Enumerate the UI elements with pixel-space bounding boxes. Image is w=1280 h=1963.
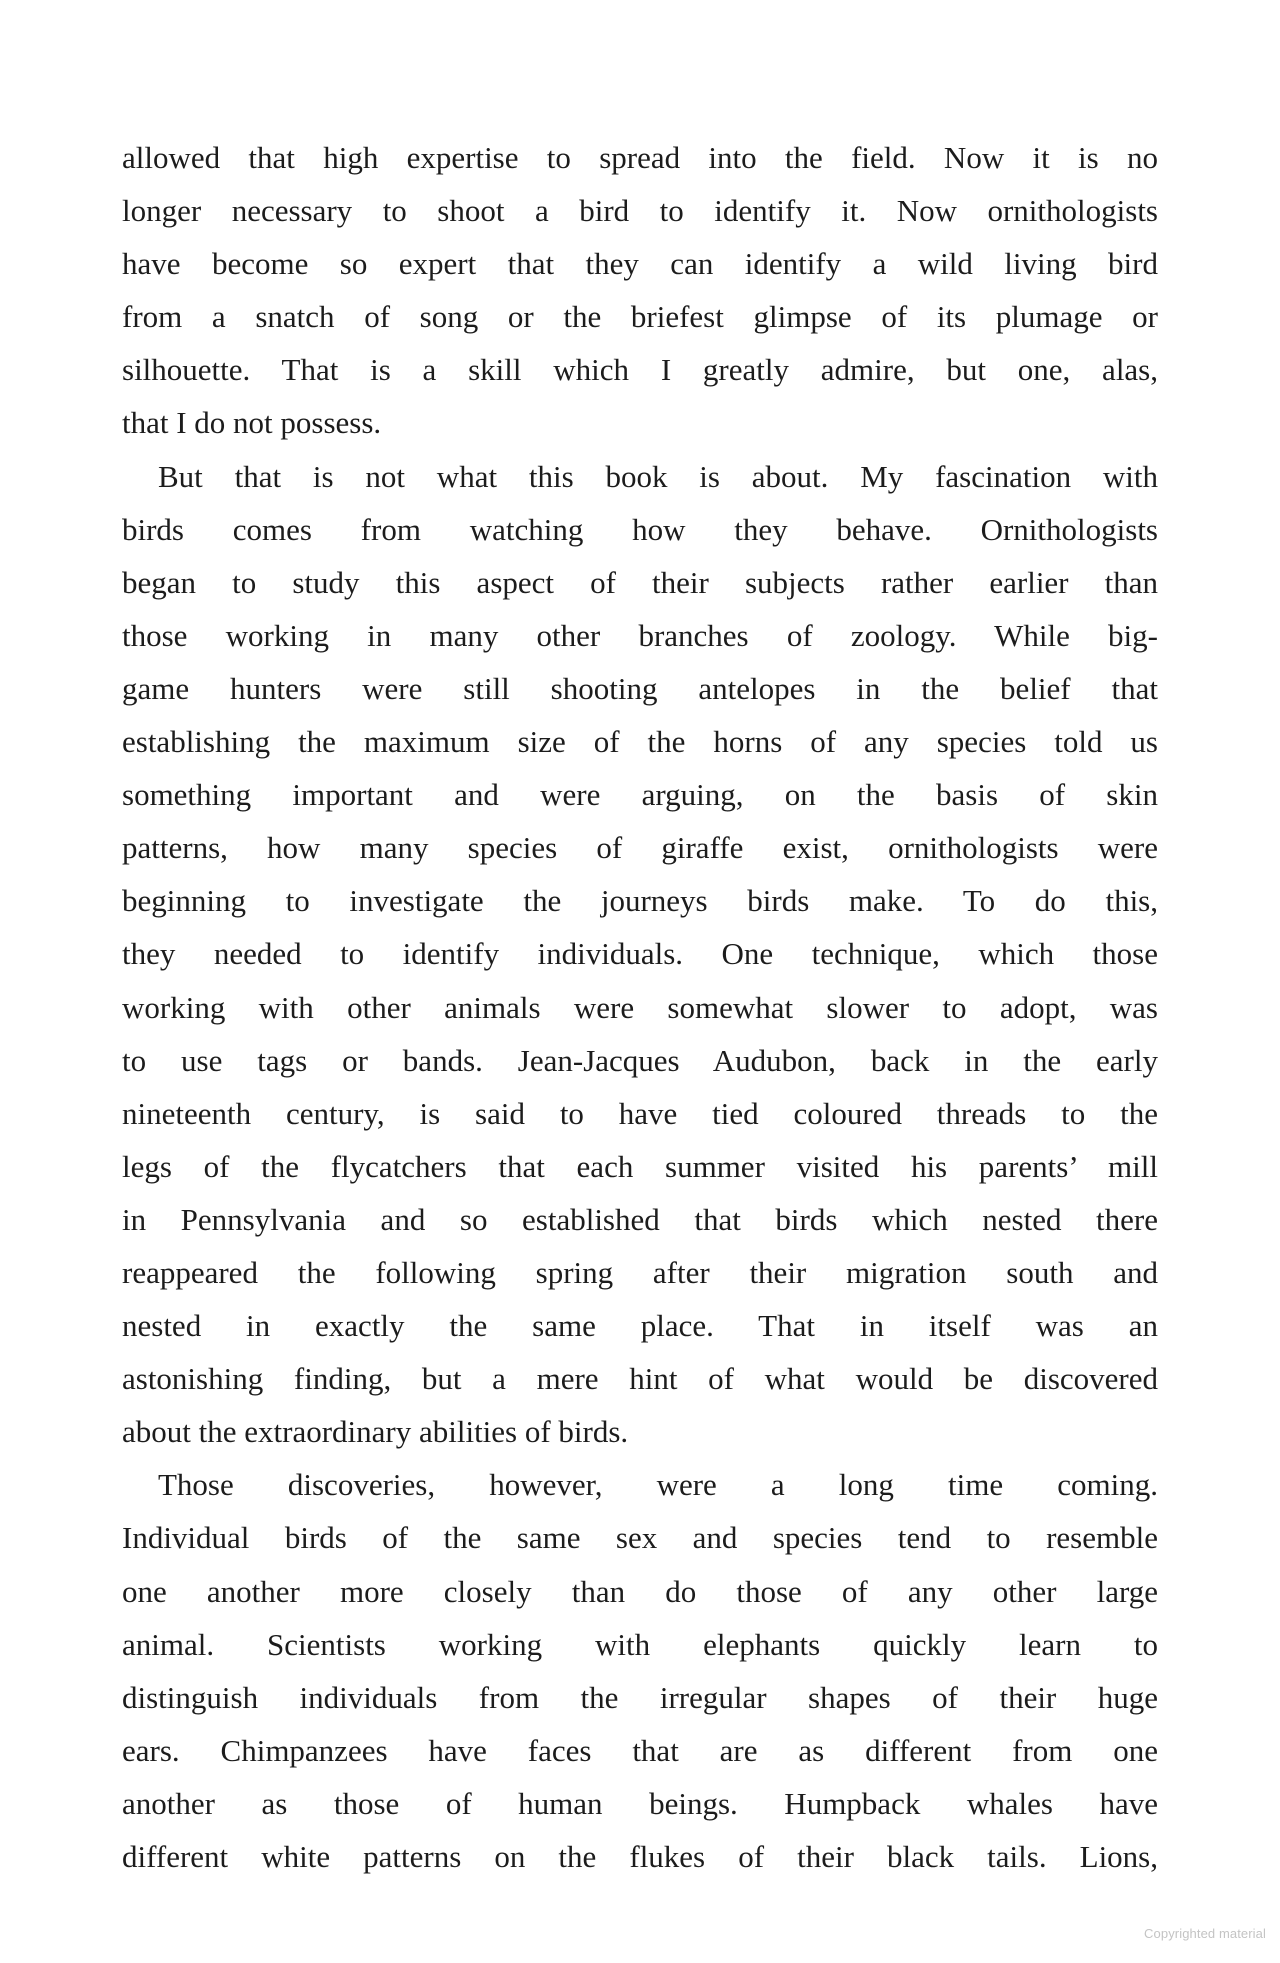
text-line: silhouette. That is a skill which I greatly admire, but one, alas, (122, 352, 1158, 388)
text-line: distinguish individuals from the irregular shapes of their huge (122, 1679, 1158, 1715)
paragraph-3 (122, 1458, 1158, 1883)
text-line: longer necessary to shoot a bird to identify it. Now ornithologists (122, 193, 1158, 229)
text-line: beginning to investigate the journeys birds make. To do this, (122, 883, 1158, 919)
paragraph-1 (122, 131, 1158, 450)
text-line: animal. Scientists working with elephants quickly learn to (122, 1626, 1158, 1662)
text-line: ears. Chimpanzees have faces that are as different from one (122, 1732, 1158, 1768)
text-line: patterns, how many species of giraffe exist, ornithologists were (122, 830, 1158, 866)
text-line: But that is not what this book is about. My fascination with (158, 458, 1158, 494)
text-line: from a snatch of song or the briefest glimpse of its plumage or (122, 299, 1158, 335)
text-line: Individual birds of the same sex and species tend to resemble (122, 1520, 1158, 1556)
text-line: working with other animals were somewhat slower to adopt, was (122, 989, 1158, 1025)
text-line: game hunters were still shooting antelopes in the belief that (122, 670, 1158, 706)
text-line: about the extraordinary abilities of birds. (122, 1414, 629, 1450)
text-line: those working in many other branches of zoology. While big- (122, 617, 1158, 653)
copyright-watermark: Copyrighted material (1144, 1926, 1266, 1941)
body-text (122, 131, 1158, 1883)
text-line: have become so expert that they can identify a wild living bird (122, 246, 1158, 282)
text-line: nineteenth century, is said to have tied coloured threads to the (122, 1095, 1158, 1131)
text-line: to use tags or bands. Jean-Jacques Audubon, back in the early (122, 1042, 1158, 1078)
text-line: astonishing finding, but a mere hint of what would be discovered (122, 1361, 1158, 1397)
text-line: one another more closely than do those of any other large (122, 1573, 1158, 1609)
text-line: birds comes from watching how they behave. Ornithologists (122, 511, 1158, 547)
text-line: allowed that high expertise to spread into the field. Now it is no (122, 140, 1158, 175)
text-line: nested in exactly the same place. That in itself was an (122, 1308, 1158, 1344)
text-line: that I do not possess. (122, 405, 382, 441)
text-line: Those discoveries, however, were a long time coming. (158, 1467, 1158, 1503)
text-line: something important and were arguing, on the basis of skin (122, 777, 1158, 813)
paragraph-2 (122, 450, 1158, 1459)
text-line: began to study this aspect of their subjects rather earlier than (122, 564, 1158, 600)
text-line: another as those of human beings. Humpback whales have (122, 1785, 1158, 1821)
text-line: legs of the flycatchers that each summer visited his parents’ mill (122, 1148, 1158, 1184)
text-line: reappeared the following spring after their migration south and (122, 1254, 1158, 1290)
text-line: they needed to identify individuals. One technique, which those (122, 936, 1158, 972)
text-line: establishing the maximum size of the horns of any species told us (122, 724, 1158, 760)
text-line: different white patterns on the flukes of their black tails. Lions, (122, 1839, 1158, 1874)
text-line: in Pennsylvania and so established that birds which nested there (122, 1201, 1158, 1237)
